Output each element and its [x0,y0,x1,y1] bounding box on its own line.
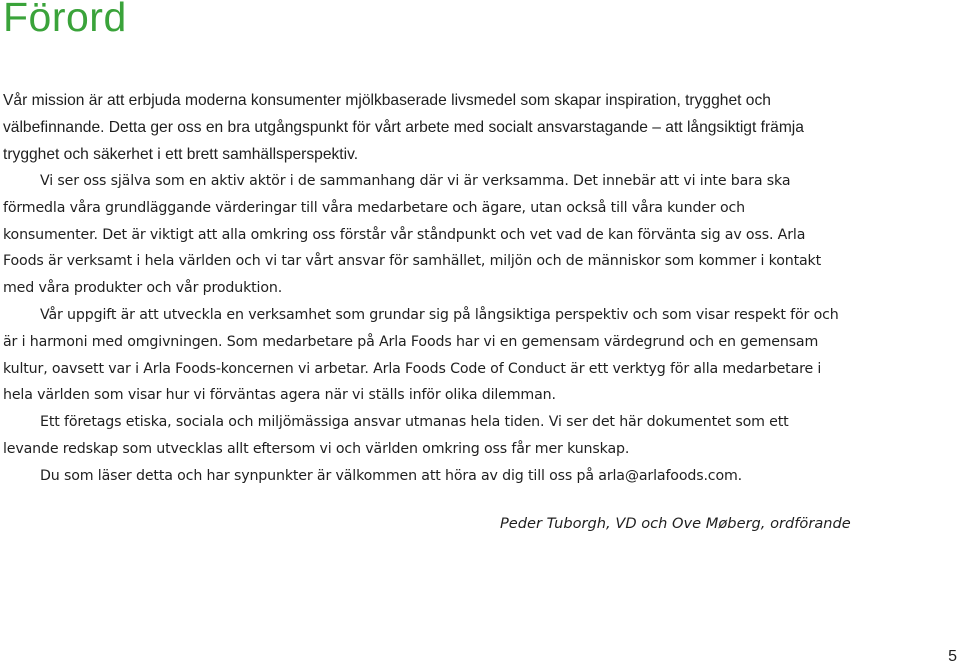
body-text [3,168,843,490]
paragraph: Du som läser detta och har synpunkter är välkommen att höra av dig till oss på arla@arlafoods.com. [40,467,743,484]
page-title: Förord [3,0,127,40]
intro-paragraph: Vår mission är att erbjuda moderna konsumenter mjölkbaserade livsmedel som skapar inspiration, trygghet och välbefinnande. Detta ger oss en bra utgångspunkt för vårt arbete med socialt ansvarstagande – att långsiktigt främja trygghet och säkerhet i ett brett samhällsperspektiv. [3,92,804,163]
paragraph: Ett företags etiska, sociala och miljömässiga ansvar utmanas hela tiden. Vi ser det här dokumentet som ett levande redskap som utvecklas allt eftersom vi och världen omkring oss får mer kunskap. [3,414,789,457]
page-number: 5 [948,648,957,665]
paragraph: Vi ser oss själva som en aktiv aktör i de sammanhang där vi är verksamma. Det innebär att vi inte bara ska förmedla våra grundläggande värderingar till våra medarbetare och ägare, utan också till våra kunder och konsumenter. Det är viktigt att alla omkring oss förstår vår ståndpunkt och vet vad de kan förvänta sig av oss. Arla Foods är verksamt i hela världen och vi tar vårt ansvar för samhället, miljön och de människor som kommer i kontakt med våra produkter och vår produktion. [3,173,822,297]
signature: Peder Tuborgh, VD och Ove Møberg, ordförande [500,515,851,532]
paragraph: Vår uppgift är att utveckla en verksamhet som grundar sig på långsiktiga perspektiv och som visar respekt för och är i harmoni med omgivningen. Som medarbetare på Arla Foods har vi en gemensam värdegrund och en gemensam kultur, oavsett var i Arla Foods-koncernen vi arbetar. Arla Foods Code of Conduct är ett verktyg för alla medarbetare i hela världen som visar hur vi förväntas agera när vi ställs inför olika dilemman. [3,306,839,404]
